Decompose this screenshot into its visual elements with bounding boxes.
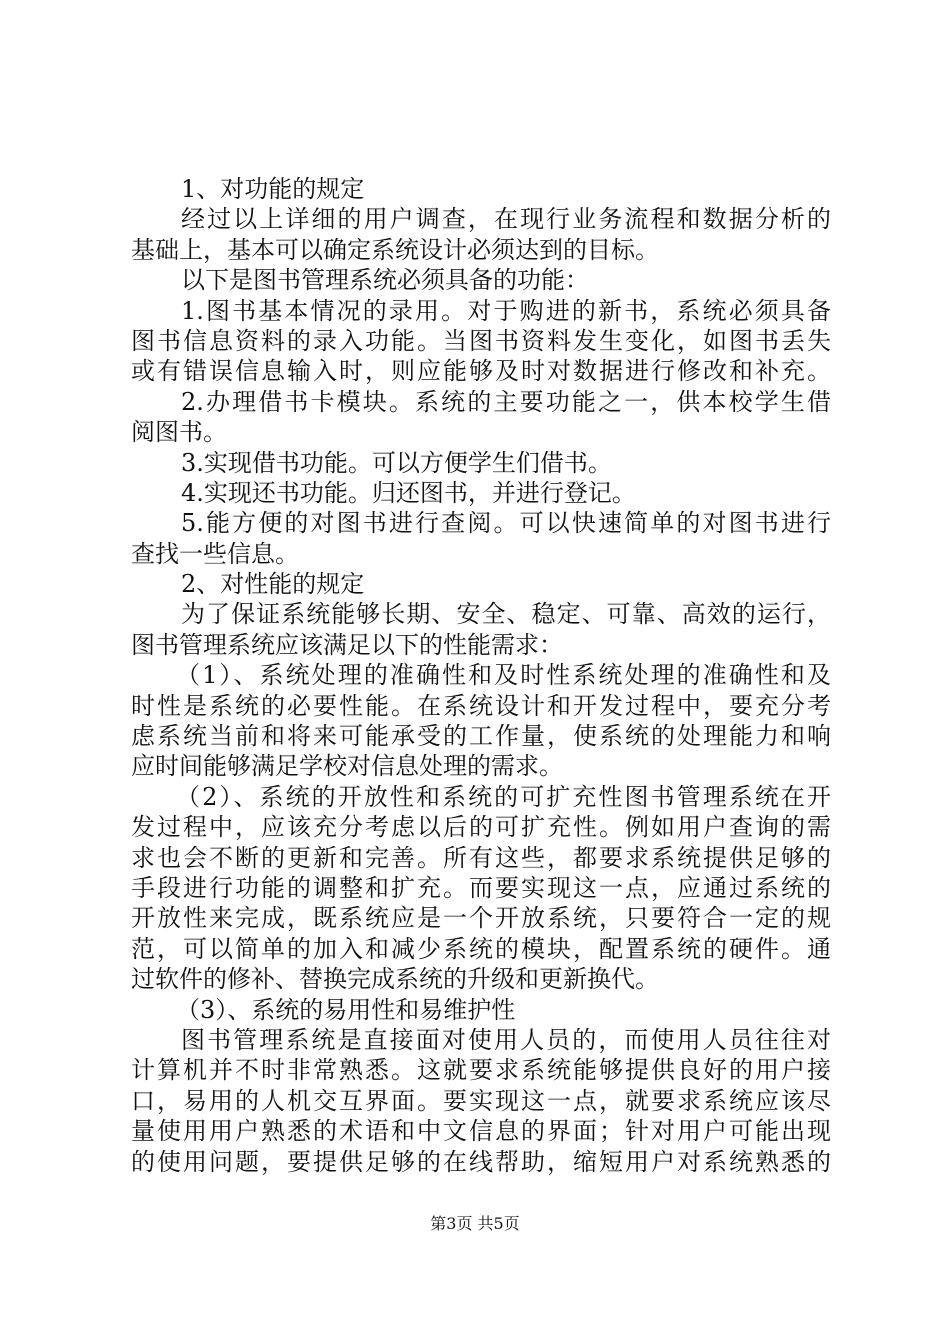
paragraph-line: 范，可以简单的加入和减少系统的模块，配置系统的硬件。通 bbox=[131, 934, 831, 963]
paragraph-line: 求也会不断的更新和完善。所有这些，都要求系统提供足够的 bbox=[131, 843, 831, 872]
page-number-footer: 第3页 共5页 bbox=[430, 1214, 520, 1233]
document-body bbox=[131, 174, 831, 1177]
paragraph-line: 图书管理系统应该满足以下的性能需求： bbox=[131, 630, 563, 659]
paragraph-line: 应时间能够满足学校对信息处理的需求。 bbox=[131, 752, 563, 781]
paragraph-line: 手段进行功能的调整和扩充。而要实现这一点，应通过系统的 bbox=[131, 873, 831, 902]
list-item-line: 4.实现还书功能。归还图书，并进行登记。 bbox=[181, 478, 636, 507]
paragraph-line: 图书管理系统是直接面对使用人员的，而使用人员往往对 bbox=[181, 1025, 831, 1054]
paragraph-line: 时性是系统的必要性能。在系统设计和开发过程中，要充分考 bbox=[131, 691, 831, 720]
paragraph-line: 以下是图书管理系统必须具备的功能： bbox=[181, 266, 589, 295]
list-item-line: 3.实现借书功能。可以方便学生们借书。 bbox=[181, 448, 612, 477]
list-item-line: 或有错误信息输入时，则应能够及时对数据进行修改和补充。 bbox=[131, 357, 831, 386]
list-item-line: 图书信息资料的录入功能。当图书资料发生变化，如图书丢失 bbox=[131, 326, 831, 355]
paragraph-line: （2）、系统的开放性和系统的可扩充性图书管理系统在开 bbox=[176, 782, 831, 811]
paragraph-line: 开放性来完成，既系统应是一个开放系统，只要符合一定的规 bbox=[131, 904, 831, 933]
list-item-line: 5.能方便的对图书进行查阅。可以快速简单的对图书进行 bbox=[181, 509, 831, 538]
paragraph-line: 过软件的修补、替换完成系统的升级和更新换代。 bbox=[131, 965, 659, 994]
paragraph-line: 经过以上详细的用户调查，在现行业务流程和数据分析的 bbox=[181, 205, 831, 234]
paragraph-line: 计算机并不时非常熟悉。这就要求系统能够提供良好的用户接 bbox=[131, 1056, 831, 1085]
list-item-line: 1.图书基本情况的录用。对于购进的新书，系统必须具备 bbox=[181, 296, 831, 325]
heading-performance-requirements: 2、对性能的规定 bbox=[181, 570, 365, 599]
paragraph-line: （1）、系统处理的准确性和及时性系统处理的准确性和及 bbox=[176, 661, 831, 690]
heading-functional-requirements: 1、对功能的规定 bbox=[181, 175, 365, 203]
list-item-line: 查找一些信息。 bbox=[131, 539, 299, 568]
paragraph-line: 虑系统当前和将来可能承受的工作量，使系统的处理能力和响 bbox=[131, 722, 831, 751]
list-item-line: 阅图书。 bbox=[131, 418, 227, 447]
paragraph-line: 的使用问题，要提供足够的在线帮助，缩短用户对系统熟悉的 bbox=[131, 1147, 831, 1176]
paragraph-line: 基础上，基本可以确定系统设计必须达到的目标。 bbox=[131, 235, 659, 264]
paragraph-line: 发过程中，应该充分考虑以后的可扩充性。例如用户查询的需 bbox=[131, 813, 831, 842]
paragraph-line: 口，易用的人机交互界面。要实现这一点，就要求系统应该尽 bbox=[131, 1086, 831, 1115]
subheading-usability: （3）、系统的易用性和易维护性 bbox=[176, 995, 516, 1024]
paragraph-line: 量使用用户熟悉的术语和中文信息的界面；针对用户可能出现 bbox=[131, 1117, 831, 1146]
paragraph-line: 为了保证系统能够长期、安全、稳定、可靠、高效的运行， bbox=[181, 600, 831, 629]
list-item-line: 2.办理借书卡模块。系统的主要功能之一，供本校学生借 bbox=[181, 387, 831, 416]
